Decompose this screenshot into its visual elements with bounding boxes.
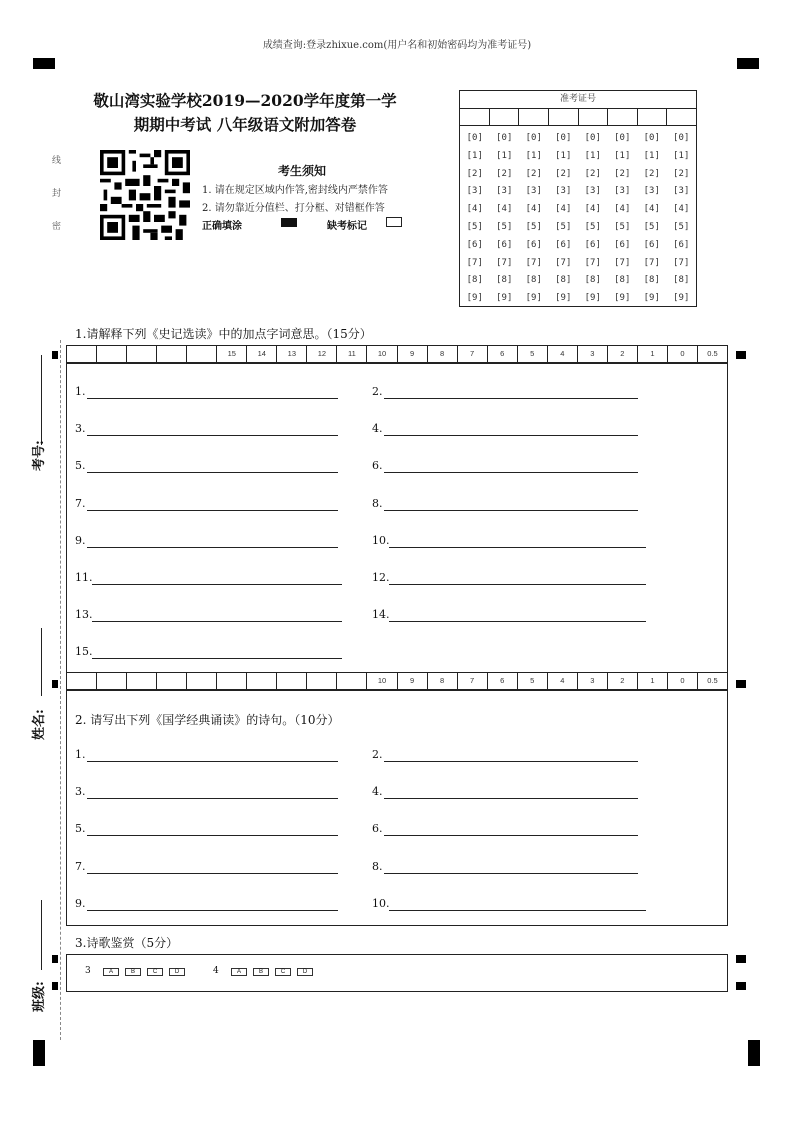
q2-answer-label: 6. bbox=[372, 822, 383, 836]
q2-answer-line[interactable] bbox=[87, 761, 338, 762]
exam-id-digit-bubble[interactable]: [3] bbox=[643, 186, 660, 197]
score-cell[interactable] bbox=[247, 673, 277, 689]
exam-id-digit-bubble[interactable]: [0] bbox=[555, 133, 572, 143]
exam-id-digit-bubble[interactable]: [8] bbox=[555, 275, 572, 286]
exam-id-digit-bubble[interactable]: [5] bbox=[525, 221, 542, 232]
absent-mark-label: 缺考标记 bbox=[327, 221, 367, 232]
q1-answer-label: 9. bbox=[75, 533, 86, 547]
notice-item-2: 2. 请勿靠近分值栏、打分框、对错框作答 bbox=[202, 203, 385, 214]
exam-id-digit-column bbox=[637, 130, 667, 308]
exam-id-digit-bubbles bbox=[460, 126, 696, 308]
score-cell[interactable] bbox=[187, 346, 217, 362]
registration-mark bbox=[33, 1040, 45, 1066]
exam-no-write-line[interactable] bbox=[41, 355, 42, 445]
name-write-line[interactable] bbox=[41, 628, 42, 696]
score-cell[interactable] bbox=[97, 346, 127, 362]
seal-char: 线 bbox=[52, 156, 62, 166]
correct-fill-label: 正确填涂 bbox=[202, 221, 242, 232]
exam-id-digit-bubble[interactable]: [0] bbox=[614, 133, 631, 143]
score-cell[interactable]: 10 bbox=[367, 673, 397, 689]
exam-id-digit-bubble[interactable]: [8] bbox=[673, 275, 690, 286]
exam-id-digit-bubble[interactable]: [4] bbox=[525, 204, 542, 215]
q2-answer-line[interactable] bbox=[384, 835, 638, 836]
exam-id-digit-bubble[interactable]: [4] bbox=[466, 204, 483, 215]
score-cell[interactable]: 11 bbox=[337, 346, 367, 362]
score-cell[interactable]: 1 bbox=[638, 673, 668, 689]
exam-id-digit-bubble[interactable]: [9] bbox=[673, 293, 690, 304]
side-mark bbox=[736, 982, 746, 990]
exam-id-digit-bubble[interactable]: [8] bbox=[643, 275, 660, 286]
score-cell[interactable]: 8 bbox=[428, 673, 458, 689]
q1-answer-line[interactable] bbox=[92, 584, 342, 585]
score-cell[interactable]: 12 bbox=[307, 346, 337, 362]
seal-char: 密 bbox=[52, 222, 62, 232]
choice-question-number: 3 bbox=[85, 966, 91, 976]
exam-id-digit-bubble[interactable]: [9] bbox=[614, 293, 631, 304]
score-cell[interactable] bbox=[157, 346, 187, 362]
exam-id-digit-bubble[interactable]: [1] bbox=[525, 150, 542, 161]
q1-answer-line[interactable] bbox=[87, 398, 338, 399]
q1-answer-line[interactable] bbox=[384, 510, 638, 511]
score-cell[interactable]: 15 bbox=[217, 346, 247, 362]
side-mark bbox=[52, 955, 58, 963]
exam-id-digit-bubble[interactable]: [6] bbox=[643, 239, 660, 250]
score-cell[interactable]: 9 bbox=[398, 346, 428, 362]
score-cell[interactable] bbox=[277, 673, 307, 689]
exam-id-cell[interactable] bbox=[579, 109, 609, 125]
exam-id-digit-column bbox=[460, 130, 490, 308]
exam-id-digit-bubble[interactable]: [2] bbox=[496, 168, 513, 179]
q1-answer-line[interactable] bbox=[384, 435, 638, 436]
exam-id-digit-bubble[interactable]: [0] bbox=[466, 133, 483, 143]
exam-id-digit-bubble[interactable]: [9] bbox=[584, 293, 601, 304]
exam-id-digit-bubble[interactable]: [2] bbox=[614, 168, 631, 179]
exam-id-digit-bubble[interactable]: [3] bbox=[584, 186, 601, 197]
q2-answer-line[interactable] bbox=[384, 761, 638, 762]
exam-id-digit-bubble[interactable]: [7] bbox=[525, 257, 542, 268]
q1-answer-label: 10. bbox=[372, 533, 390, 547]
choice-option-bubble[interactable]: A bbox=[231, 968, 247, 976]
exam-title-line1: 敬山湾实验学校2019—2020学年度第一学 bbox=[93, 91, 397, 110]
score-cell[interactable]: 1 bbox=[638, 346, 668, 362]
exam-id-digit-bubble[interactable]: [9] bbox=[496, 293, 513, 304]
exam-id-digit-bubble[interactable]: [2] bbox=[643, 168, 660, 179]
class-write-line[interactable] bbox=[41, 900, 42, 970]
score-cell[interactable] bbox=[97, 673, 127, 689]
exam-id-digit-bubble[interactable]: [1] bbox=[584, 150, 601, 161]
side-mark bbox=[52, 680, 58, 688]
q2-answer-line[interactable] bbox=[87, 835, 338, 836]
score-cell[interactable]: 14 bbox=[247, 346, 277, 362]
exam-id-digit-bubble[interactable]: [7] bbox=[496, 257, 513, 268]
class-label: 班级: bbox=[32, 981, 47, 1012]
qr-code-icon bbox=[100, 150, 190, 240]
exam-id-digit-bubble[interactable]: [0] bbox=[673, 133, 690, 143]
score-cell[interactable]: 4 bbox=[548, 673, 578, 689]
q1-answer-line[interactable] bbox=[92, 658, 342, 659]
exam-id-digit-bubble[interactable]: [2] bbox=[555, 168, 572, 179]
score-cell[interactable]: 2 bbox=[608, 673, 638, 689]
exam-title-line2: 期期中考试 八年级语文附加答卷 bbox=[133, 115, 357, 134]
score-cell[interactable]: 9 bbox=[398, 673, 428, 689]
q2-answer-label: 5. bbox=[75, 822, 86, 836]
q2-answer-line[interactable] bbox=[87, 798, 338, 799]
question-3-choice-area bbox=[66, 954, 728, 992]
q1-answer-label: 11. bbox=[75, 571, 93, 584]
exam-id-digit-bubble[interactable]: [0] bbox=[496, 133, 513, 143]
score-cell[interactable] bbox=[337, 673, 367, 689]
exam-id-digit-bubble[interactable]: [4] bbox=[584, 204, 601, 215]
exam-id-digit-bubble[interactable]: [5] bbox=[466, 221, 483, 232]
choice-option-bubble[interactable]: B bbox=[125, 968, 141, 976]
q1-answer-line[interactable] bbox=[87, 435, 338, 436]
correct-fill-sample bbox=[281, 218, 297, 227]
side-mark bbox=[736, 351, 746, 359]
q1-answer-label: 4. bbox=[372, 422, 383, 436]
exam-id-digit-bubble[interactable]: [6] bbox=[584, 239, 601, 250]
exam-id-digit-bubble[interactable]: [8] bbox=[466, 275, 483, 286]
q1-answer-line[interactable] bbox=[389, 621, 646, 622]
q1-answer-line[interactable] bbox=[389, 584, 646, 585]
exam-id-write-cells bbox=[460, 109, 696, 126]
score-cell[interactable] bbox=[217, 673, 247, 689]
q1-answer-label: 6. bbox=[372, 459, 383, 473]
score-cell[interactable] bbox=[67, 346, 97, 362]
choice-option-bubble[interactable]: C bbox=[275, 968, 291, 976]
score-cell[interactable]: 5 bbox=[518, 673, 548, 689]
score-cell[interactable]: 0 bbox=[668, 346, 698, 362]
question-1-title: 1.请解释下列《史记选读》中的加点字词意思。（15分） bbox=[75, 327, 372, 341]
exam-id-digit-bubble[interactable]: [0] bbox=[643, 133, 660, 143]
q2-answer-label: 1. bbox=[75, 748, 86, 761]
side-mark bbox=[736, 955, 746, 963]
notice-item-1: 1. 请在规定区域内作答,密封线内严禁作答 bbox=[202, 185, 388, 196]
question-3-title: 3.诗歌鉴赏（5分） bbox=[75, 936, 179, 950]
q2-answer-label: 2. bbox=[372, 748, 383, 761]
exam-id-digit-bubble[interactable]: [9] bbox=[466, 293, 483, 304]
exam-id-cell[interactable] bbox=[460, 109, 490, 125]
choice-option-bubble[interactable]: D bbox=[169, 968, 185, 976]
score-cell[interactable] bbox=[187, 673, 217, 689]
choice-option-bubble[interactable]: B bbox=[253, 968, 269, 976]
exam-id-digit-column bbox=[578, 130, 608, 308]
q1-answer-label: 8. bbox=[372, 496, 383, 510]
side-mark bbox=[52, 351, 58, 359]
exam-id-digit-bubble[interactable]: [3] bbox=[555, 186, 572, 197]
exam-id-digit-bubble[interactable]: [1] bbox=[643, 150, 660, 161]
score-cell[interactable]: 13 bbox=[277, 346, 307, 362]
registration-mark bbox=[737, 58, 759, 69]
exam-id-digit-bubble[interactable]: [1] bbox=[673, 150, 690, 161]
exam-id-digit-bubble[interactable]: [2] bbox=[466, 168, 483, 179]
exam-id-digit-bubble[interactable]: [4] bbox=[643, 204, 660, 215]
exam-no-label: 考号: bbox=[32, 440, 47, 471]
score-cell[interactable] bbox=[157, 673, 187, 689]
exam-id-digit-bubble[interactable]: [7] bbox=[584, 257, 601, 268]
exam-id-digit-bubble[interactable]: [7] bbox=[466, 257, 483, 268]
exam-id-digit-bubble[interactable]: [6] bbox=[466, 239, 483, 250]
notice-title: 考生须知 bbox=[278, 164, 327, 178]
exam-id-digit-bubble[interactable]: [7] bbox=[643, 257, 660, 268]
score-cell[interactable]: 2 bbox=[608, 346, 638, 362]
q1-answer-label: 13. bbox=[75, 608, 93, 622]
score-cell[interactable]: 7 bbox=[458, 346, 488, 362]
exam-id-digit-bubble[interactable]: [4] bbox=[673, 204, 690, 215]
q1-answer-line[interactable] bbox=[384, 398, 638, 399]
exam-id-cell[interactable] bbox=[638, 109, 668, 125]
score-cell[interactable]: 4 bbox=[548, 346, 578, 362]
score-query-note: 成绩查询:登录zhixue.com(用户名和初始密码均为准考证号) bbox=[262, 40, 532, 51]
exam-id-digit-bubble[interactable]: [7] bbox=[673, 257, 690, 268]
exam-id-digit-bubble[interactable]: [0] bbox=[584, 133, 601, 143]
exam-id-digit-bubble[interactable]: [2] bbox=[584, 168, 601, 179]
exam-id-digit-bubble[interactable]: [7] bbox=[555, 257, 572, 268]
score-cell[interactable] bbox=[307, 673, 337, 689]
exam-id-digit-bubble[interactable]: [6] bbox=[496, 239, 513, 250]
q2-answer-label: 10. bbox=[372, 896, 390, 910]
exam-id-digit-bubble[interactable]: [0] bbox=[525, 133, 542, 143]
exam-id-digit-bubble[interactable]: [9] bbox=[555, 293, 572, 304]
q1-answer-line[interactable] bbox=[87, 547, 338, 548]
score-cell[interactable] bbox=[127, 673, 157, 689]
exam-id-cell[interactable] bbox=[519, 109, 549, 125]
q1-answer-line[interactable] bbox=[87, 510, 338, 511]
q1-answer-label: 7. bbox=[75, 496, 86, 510]
question-1-score-bar bbox=[66, 345, 728, 363]
exam-id-digit-bubble[interactable]: [3] bbox=[525, 186, 542, 197]
q1-answer-label: 15. bbox=[75, 645, 93, 659]
registration-mark bbox=[33, 58, 55, 69]
score-cell[interactable]: 0.5 bbox=[707, 349, 718, 358]
score-cell[interactable]: 3 bbox=[578, 346, 608, 362]
exam-id-header: 准考证号 bbox=[460, 91, 696, 109]
exam-id-digit-bubble[interactable]: [5] bbox=[643, 221, 660, 232]
q1-answer-label: 3. bbox=[75, 422, 86, 436]
q1-answer-line[interactable] bbox=[384, 472, 638, 473]
exam-id-cell[interactable] bbox=[608, 109, 638, 125]
q2-answer-line[interactable] bbox=[87, 873, 338, 874]
q1-answer-line[interactable] bbox=[87, 472, 338, 473]
choice-option-bubble[interactable]: D bbox=[297, 968, 313, 976]
exam-id-digit-bubble[interactable]: [4] bbox=[614, 204, 631, 215]
q2-answer-line[interactable] bbox=[384, 798, 638, 799]
score-cell[interactable]: 6 bbox=[488, 346, 518, 362]
exam-id-digit-bubble[interactable]: [2] bbox=[673, 168, 690, 179]
absent-mark-checkbox[interactable] bbox=[386, 217, 402, 227]
score-cell[interactable]: 3 bbox=[578, 673, 608, 689]
q1-answer-label: 5. bbox=[75, 459, 86, 473]
exam-id-digit-bubble[interactable]: [9] bbox=[525, 293, 542, 304]
exam-id-digit-bubble[interactable]: [1] bbox=[614, 150, 631, 161]
exam-id-digit-bubble[interactable]: [5] bbox=[614, 221, 631, 232]
exam-id-digit-bubble[interactable]: [5] bbox=[496, 221, 513, 232]
exam-id-digit-bubble[interactable]: [5] bbox=[584, 221, 601, 232]
choice-option-bubble[interactable]: C bbox=[147, 968, 163, 976]
q1-answer-label: 2. bbox=[372, 385, 383, 398]
question-2-title: 2. 请写出下列《国学经典诵读》的诗句。（10分） bbox=[75, 713, 340, 727]
choice-option-bubble[interactable]: A bbox=[103, 968, 119, 976]
seal-line bbox=[60, 340, 61, 1040]
q2-answer-label: 9. bbox=[75, 896, 86, 910]
exam-id-digit-bubble[interactable]: [3] bbox=[496, 186, 513, 197]
exam-id-digit-column bbox=[667, 130, 697, 308]
exam-id-digit-column bbox=[608, 130, 638, 308]
score-cell[interactable]: 5 bbox=[518, 346, 548, 362]
side-mark bbox=[52, 982, 58, 990]
exam-id-digit-column bbox=[549, 130, 579, 308]
exam-id-digit-bubble[interactable]: [7] bbox=[614, 257, 631, 268]
seal-char: 封 bbox=[52, 189, 62, 199]
score-cell[interactable]: 7 bbox=[458, 673, 488, 689]
q2-answer-line[interactable] bbox=[87, 910, 338, 911]
q2-answer-line[interactable] bbox=[384, 873, 638, 874]
exam-id-digit-bubble[interactable]: [6] bbox=[673, 239, 690, 250]
score-cell[interactable]: 8 bbox=[428, 346, 458, 362]
exam-id-digit-bubble[interactable]: [6] bbox=[555, 239, 572, 250]
side-mark bbox=[736, 680, 746, 688]
name-label: 姓名: bbox=[32, 709, 47, 740]
question-2-score-bar bbox=[66, 672, 728, 690]
exam-id-digit-column bbox=[519, 130, 549, 308]
registration-mark bbox=[748, 1040, 760, 1066]
exam-id-cell[interactable] bbox=[549, 109, 579, 125]
exam-id-digit-bubble[interactable]: [3] bbox=[466, 186, 483, 197]
choice-question-number: 4 bbox=[213, 966, 219, 976]
question-1-answer-area bbox=[66, 363, 728, 673]
exam-id-digit-column bbox=[490, 130, 520, 308]
exam-id-digit-bubble[interactable]: [9] bbox=[643, 293, 660, 304]
exam-id-grid bbox=[459, 90, 697, 307]
exam-id-digit-bubble[interactable]: [1] bbox=[496, 150, 513, 161]
exam-id-digit-bubble[interactable]: [3] bbox=[614, 186, 631, 197]
score-cell[interactable]: 0.5 bbox=[707, 676, 718, 685]
exam-id-digit-bubble[interactable]: [8] bbox=[496, 275, 513, 286]
exam-id-digit-bubble[interactable]: [6] bbox=[525, 239, 542, 250]
exam-id-digit-bubble[interactable]: [2] bbox=[525, 168, 542, 179]
exam-id-cell[interactable] bbox=[490, 109, 520, 125]
exam-id-digit-bubble[interactable]: [8] bbox=[614, 275, 631, 286]
q2-answer-label: 4. bbox=[372, 785, 383, 799]
exam-id-digit-bubble[interactable]: [8] bbox=[525, 275, 542, 286]
score-cell[interactable]: 6 bbox=[488, 673, 518, 689]
score-cell[interactable]: 0 bbox=[668, 673, 698, 689]
exam-id-digit-bubble[interactable]: [5] bbox=[673, 221, 690, 232]
exam-id-digit-bubble[interactable]: [8] bbox=[584, 275, 601, 286]
q2-answer-label: 3. bbox=[75, 785, 86, 799]
exam-id-digit-bubble[interactable]: [3] bbox=[673, 186, 690, 197]
exam-id-digit-bubble[interactable]: [6] bbox=[614, 239, 631, 250]
q1-answer-line[interactable] bbox=[92, 621, 342, 622]
exam-id-digit-bubble[interactable]: [1] bbox=[466, 150, 483, 161]
q2-answer-label: 7. bbox=[75, 859, 86, 873]
exam-id-digit-bubble[interactable]: [1] bbox=[555, 150, 572, 161]
score-cell[interactable] bbox=[127, 346, 157, 362]
exam-id-digit-bubble[interactable]: [4] bbox=[496, 204, 513, 215]
q1-answer-label: 12. bbox=[372, 571, 390, 584]
q1-answer-line[interactable] bbox=[389, 547, 646, 548]
q1-answer-label: 1. bbox=[75, 385, 86, 398]
exam-id-digit-bubble[interactable]: [4] bbox=[555, 204, 572, 215]
score-cell[interactable]: 10 bbox=[367, 346, 397, 362]
q2-answer-label: 8. bbox=[372, 859, 383, 873]
q2-answer-line[interactable] bbox=[389, 910, 646, 911]
exam-id-digit-bubble[interactable]: [5] bbox=[555, 221, 572, 232]
score-cell[interactable] bbox=[67, 673, 97, 689]
q1-answer-label: 14. bbox=[372, 608, 390, 622]
exam-id-cell[interactable] bbox=[667, 109, 696, 125]
